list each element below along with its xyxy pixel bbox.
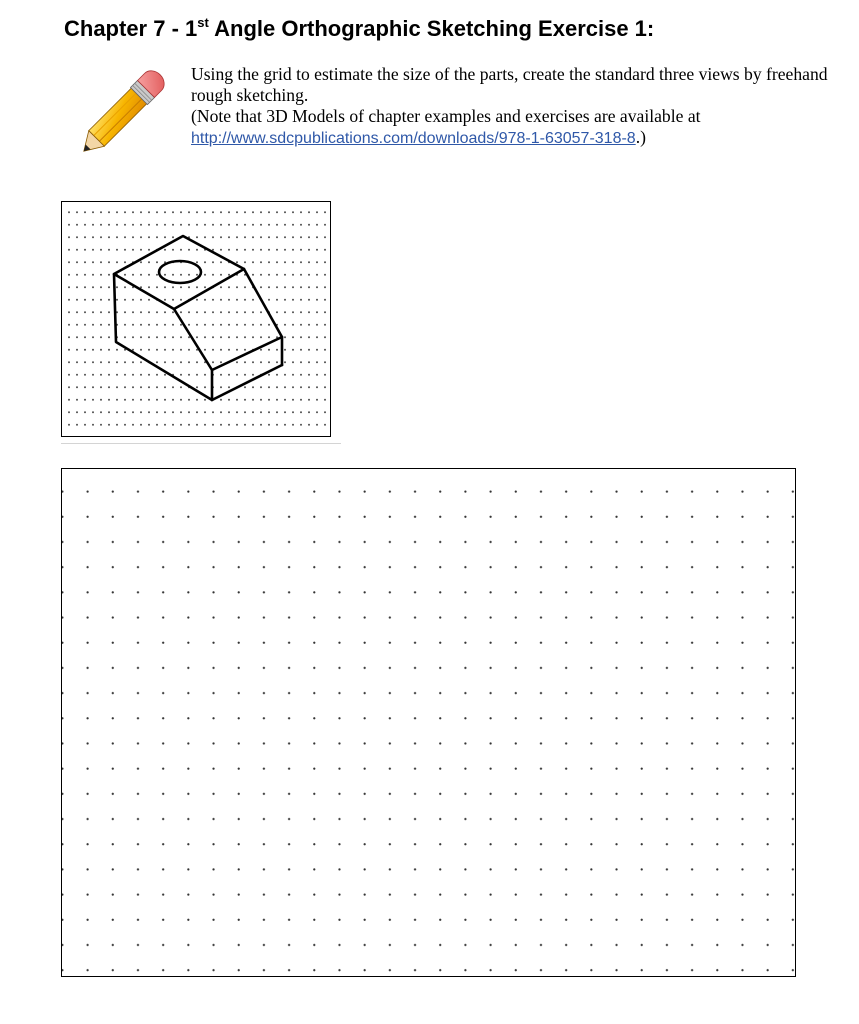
title-superscript: st — [197, 15, 209, 30]
note-suffix: .) — [635, 127, 646, 147]
isometric-drawing — [62, 202, 330, 436]
bottom-right-edge — [212, 365, 282, 400]
title-suffix: Angle Orthographic Sketching Exercise 1: — [208, 16, 655, 41]
title-prefix: Chapter 7 - 1 — [64, 16, 198, 41]
instruction-text: Using the grid to estimate the size of the parts, create the standard three views by freehand rough sketching. — [191, 64, 828, 105]
hole-ellipse — [159, 261, 201, 283]
note-text — [191, 106, 831, 149]
download-link[interactable]: http://www.sdcpublications.com/downloads/978-1-63057-318-8 — [191, 130, 636, 147]
front-left-edges — [114, 274, 212, 400]
sketch-grid-area[interactable] — [61, 468, 796, 977]
page-title — [64, 14, 654, 44]
figure-underline — [61, 443, 341, 444]
top-face — [114, 236, 244, 309]
isometric-figure — [61, 201, 331, 437]
pencil-icon — [66, 58, 178, 168]
note-prefix: (Note that 3D Models of chapter examples and exercises are available at — [191, 106, 701, 126]
instructions — [191, 64, 831, 149]
slanted-face-edges — [174, 269, 282, 370]
